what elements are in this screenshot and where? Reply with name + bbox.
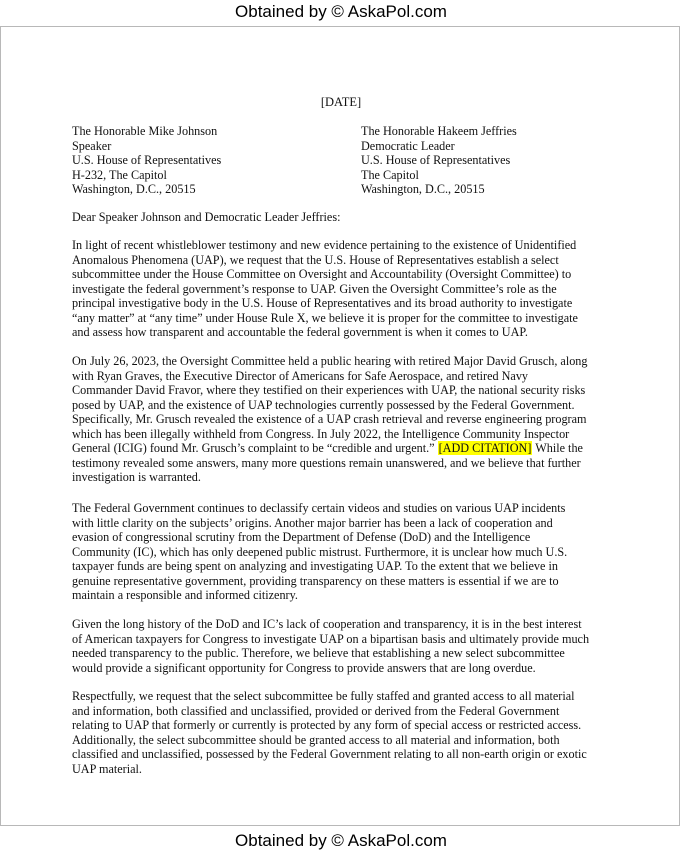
text-line: genuine representative government, providing transparency on these matters is essential if we are to (72, 573, 559, 588)
text-line: On July 26, 2023, the Oversight Committee held a public hearing with retired Major David Grusch, along (72, 354, 588, 368)
salutation: Dear Speaker Johnson and Democratic Leader Jeffries: (72, 210, 341, 224)
text-line: testimony revealed some answers, many more questions remain unanswered, and we believe that further (72, 455, 581, 470)
paragraph-4 (72, 617, 612, 675)
text-line (72, 441, 612, 456)
text-line: of American taxpayers for Congress to investigate UAP on a bipartisan basis and ultimately provide much (72, 631, 590, 646)
address-line: The Honorable Mike Johnson (72, 124, 218, 138)
text-line: “any matter” at “any time” under House Rule X, we believe it is proper for the committee to investigate (72, 310, 578, 325)
text-line: The Federal Government continues to declassify certain videos and studies on various UAP incidents (72, 501, 566, 515)
text-line: and information, both classified and unclassified, provided or derived from the Federal Government (72, 703, 560, 718)
text-line: and assess how transparent and accountable the federal government is when it comes to UAP. (72, 325, 528, 340)
text-line: would provide a significant opportunity for Congress to provide answers that are long overdue. (72, 660, 536, 675)
address-line: H-232, The Capitol (72, 167, 167, 182)
text-line: In light of recent whistleblower testimony and new evidence pertaining to the existence of Unidentified (72, 238, 577, 252)
paragraph-5 (72, 689, 612, 776)
address-line: Washington, D.C., 20515 (72, 182, 196, 197)
text-line: Commander David Fravor, where they testified on their experiences with UAP, the national security risks (72, 383, 586, 398)
paragraph-2 (72, 354, 612, 485)
text-line: investigate the federal government’s response to UAP. Given the Oversight Committee’s role as the (72, 281, 557, 296)
text-line: maintain a responsible and informed citizenry. (72, 588, 298, 603)
address-line: The Honorable Hakeem Jeffries (361, 124, 517, 138)
text-line: Community (IC), which has only deepened public mistrust. Furthermore, it is unclear how much U.S. (72, 544, 568, 559)
text-line: Respectfully, we request that the select subcommittee be fully staffed and granted access to all material (72, 689, 575, 703)
address-line: U.S. House of Representatives (72, 153, 222, 168)
text-line: with Ryan Graves, the Executive Director of Americans for Safe Aerospace, and retired Navy (72, 368, 529, 383)
text-line: taxpayer funds are being spent on analyzing and investigating UAP. To the extent that we believe in (72, 559, 558, 574)
text-line: with little clarity on the subjects’ origins. Another major barrier has been a lack of cooperation and (72, 515, 553, 530)
text-line: Specifically, Mr. Grusch revealed the existence of a UAP crash retrieval and reverse engineering program (72, 412, 587, 427)
address-line: U.S. House of Representatives (361, 153, 511, 168)
text-line: Given the long history of the DoD and IC’s lack of cooperation and transparency, it is in the best interest (72, 617, 582, 631)
text-line: classified and unclassified, possessed by the Federal Government relating to all non-earth origin or exotic (72, 747, 587, 762)
address-line: Democratic Leader (361, 138, 455, 153)
paragraph-1 (72, 238, 612, 340)
text-line: posed by UAP, and the existence of UAP technologies currently possessed by the Federal Government. (72, 397, 575, 412)
address-line: Speaker (72, 138, 112, 153)
add-citation-highlight: [ADD CITATION] (438, 441, 532, 456)
address-line: Washington, D.C., 20515 (361, 182, 485, 197)
text-segment: While the (532, 441, 583, 456)
text-line: investigation is warranted. (72, 470, 201, 485)
paragraph-3 (72, 501, 612, 603)
letter-page (0, 26, 680, 826)
address-line: The Capitol (361, 167, 419, 182)
text-segment: General (ICIG) found Mr. Grusch’s complaint to be “credible and urgent.” (72, 441, 438, 456)
recipient-right-address (361, 124, 517, 197)
text-line: UAP material. (72, 761, 142, 776)
text-line: Anomalous Phenomena (UAP), we request that the U.S. House of Representatives establish a select (72, 252, 559, 267)
text-line: principal investigative body in the U.S. House of Representatives and its broad authority to investigate (72, 296, 573, 311)
text-line: which has been illegally withheld from Congress. In July 2022, the Intelligence Community Inspector (72, 426, 570, 441)
text-line: needed transparency to the public. Therefore, we believe that establishing a new select subcommittee (72, 646, 565, 661)
text-line: subcommittee under the House Committee on Oversight and Accountability (Oversight Committee) to (72, 267, 572, 282)
text-line: relating to UAP that formerly or currently is protected by any form of special access or restricted access. (72, 718, 582, 733)
watermark-top: Obtained by © AskaPol.com (235, 2, 447, 21)
text-line: evasion of congressional scrutiny from the Department of Defense (DoD) and the Intelligence (72, 530, 531, 545)
watermark-bottom: Obtained by © AskaPol.com (235, 831, 447, 850)
letter-date: [DATE] (320, 95, 362, 109)
recipient-left-address (72, 124, 221, 197)
text-line: Additionally, the select subcommittee should be granted access to all material and information, both (72, 732, 560, 747)
